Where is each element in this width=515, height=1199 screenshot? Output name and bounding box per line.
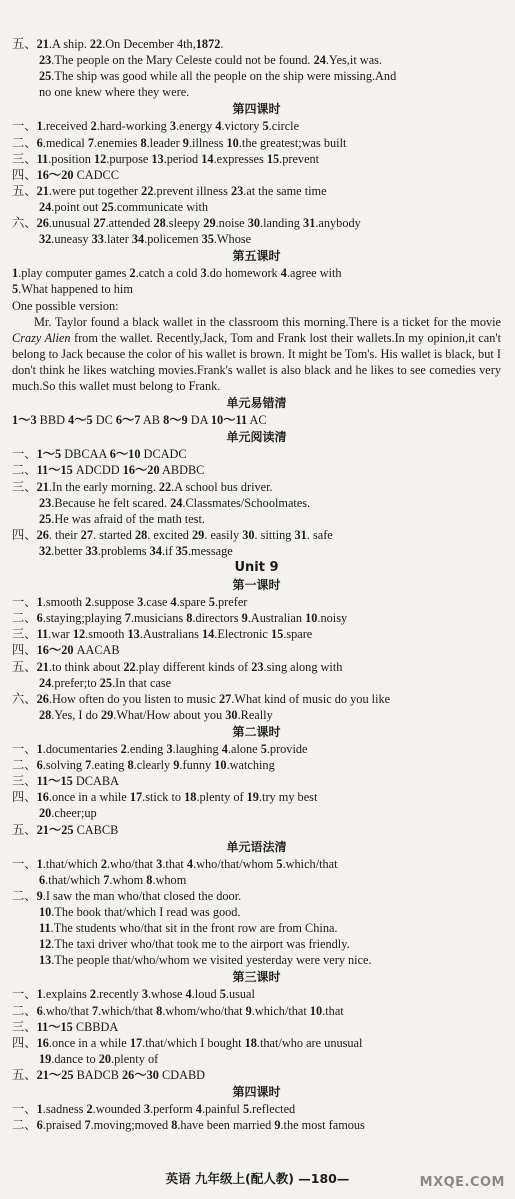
answer-line: 六、26.unusual 27.attended 28.sleepy 29.noise 30.landing 31.anybody <box>12 216 361 231</box>
answer-line: 二、9.I saw the man who/that closed the door. <box>12 888 242 903</box>
section-heading: 第四课时 <box>232 102 281 117</box>
answer-line: 19.dance to 20.plenty of <box>39 1051 159 1066</box>
answer-line: 三、11～15 DCABA <box>12 774 119 789</box>
answer-line: 五、21～25 BADCB 26～30 CDABD <box>12 1067 206 1082</box>
answer-line: 四、16～20 CADCC <box>12 167 119 182</box>
answer-line: 五、21～25 CABCB <box>12 822 119 837</box>
answer-line: 20.cheer;up <box>39 806 97 821</box>
section-heading: 第四课时 <box>232 1085 281 1099</box>
answer-line: 一、1～5 DBCAA 6～10 DCADC <box>12 447 187 462</box>
answer-line: 32.better 33.problems 34.if 35.message <box>39 543 233 558</box>
answer-line: 四、16.once in a while 17.stick to 18.plenty of 19.try my best <box>12 790 318 805</box>
answer-line: 10.The book that/which I read was good. <box>39 904 241 919</box>
answer-line: no one knew where they were. <box>39 85 190 100</box>
answer-line: 二、6.solving 7.eating 8.clearly 9.funny 10.watching <box>12 758 275 773</box>
page-footer: 英语 九年级上(配人教) —180— <box>165 1171 350 1186</box>
answer-line: 二、6.who/that 7.which/that 8.whom/who/that 9.which/that 10.that <box>12 1003 344 1018</box>
answer-line: 四、26. their 27. started 28. excited 29. easily 30. sitting 31. safe <box>12 527 333 542</box>
answer-line: 25.He was afraid of the math test. <box>39 511 205 526</box>
site-watermark: MXQE.COM <box>419 1174 505 1190</box>
answer-line: 一、1.that/which 2.who/that 3.that 4.who/that/whom 5.which/that <box>12 856 338 871</box>
answer-line: 11.The students who/that sit in the front row are from China. <box>39 921 338 936</box>
answer-line: 1.play computer games 2.catch a cold 3.do homework 4.agree with <box>12 266 342 281</box>
answer-line: 二、6.praised 7.moving;moved 8.have been married 9.the most famous <box>12 1118 365 1133</box>
answer-line: 28.Yes, I do 29.What/How about you 30.Really <box>39 707 273 722</box>
answer-line: 三、11.war 12.smooth 13.Australians 14.Electronic 15.spare <box>12 627 313 642</box>
answer-line: 二、6.staying;playing 7.musicians 8.directors 9.Australian 10.noisy <box>12 611 348 626</box>
section-heading: 第二课时 <box>232 724 281 739</box>
answer-line: 一、1.documentaries 2.ending 3.laughing 4.alone 5.provide <box>12 742 308 757</box>
section-heading: 单元阅读清 <box>226 430 287 445</box>
section-heading: 第一课时 <box>232 578 281 593</box>
answer-line: 三、21.In the early morning. 22.A school bus driver. <box>12 479 273 494</box>
answer-line: 6.that/which 7.whom 8.whom <box>39 872 187 887</box>
answer-line: 24.point out 25.communicate with <box>39 199 209 214</box>
answer-content <box>12 36 501 1133</box>
answer-line: 13.The people that/who/whom we visited yesterday were very nice. <box>39 953 372 968</box>
answer-line: 一、1.smooth 2.suppose 3.case 4.spare 5.prefer <box>12 595 248 610</box>
section-heading: 第三课时 <box>232 970 281 985</box>
answer-line: 23.The people on the Mary Celeste could not be found. 24.Yes,it was. <box>39 53 383 68</box>
answer-line: 二、11～15 ADCDD 16～20 ABDBC <box>12 463 205 478</box>
answer-line: 五、21.to think about 22.play different kinds of 23.sing along with <box>12 659 343 674</box>
answer-line: 六、26.How often do you listen to music 27.What kind of music do you like <box>12 691 391 706</box>
answer-line: 五、21.A ship. 22.On December 4th,1872. <box>12 37 224 51</box>
answer-line: 23.Because he felt scared. 24.Classmates/Schoolmates. <box>39 495 311 510</box>
essay-paragraph: Mr. Taylor found a black wallet in the classroom this morning.There is a ticket for the movie Crazy Alien from the wallet. Recently,Jack, Tom and Frank lost their wallets.In my opinion,it can't belong to Jack because the color of his wallet is brown. It might be Tom's. His wallet is black, but I don't think he likes watching movies.Frank's wallet is also black and he likes to see comedies very much.So this wallet must belong to Frank. <box>12 314 501 393</box>
section-heading: Unit 9 <box>234 560 279 575</box>
answer-line: 三、11～15 CBBDA <box>12 1019 119 1034</box>
answer-line: 三、11.position 12.purpose 13.period 14.expresses 15.prevent <box>12 151 320 166</box>
answer-line: 12.The taxi driver who/that took me to the airport was friendly. <box>39 937 350 952</box>
answer-line: 二、6.medical 7.enemies 8.leader 9.illness 10.the greatest;was built <box>12 135 347 150</box>
answer-line: 25.The ship was good while all the people on the ship were missing.And <box>39 69 397 84</box>
answer-line: 5.What happened to him <box>12 282 133 297</box>
section-heading: 单元易错清 <box>226 396 287 411</box>
answer-line: 1～3 BBD 4～5 DC 6～7 AB 8～9 DA 10～11 AC <box>12 413 267 428</box>
section-heading: 单元语法清 <box>226 839 287 854</box>
answer-line: One possible version: <box>12 298 119 313</box>
answer-line: 一、1.sadness 2.wounded 3.perform 4.painful 5.reflected <box>12 1102 296 1117</box>
answer-line: 四、16～20 AACAB <box>12 643 120 658</box>
answer-line: 32.uneasy 33.later 34.policemen 35.Whose <box>39 232 252 247</box>
section-heading: 第五课时 <box>232 249 281 264</box>
answer-line: 四、16.once in a while 17.that/which I bought 18.that/who are unusual <box>12 1035 363 1050</box>
answer-line: 24.prefer;to 25.In that case <box>39 675 172 690</box>
answer-line: 一、1.received 2.hard-working 3.energy 4.victory 5.circle <box>12 119 300 134</box>
answer-line: 一、1.explains 2.recently 3.whose 4.loud 5.usual <box>12 987 255 1002</box>
answer-line: 五、21.were put together 22.prevent illness 23.at the same time <box>12 183 327 198</box>
